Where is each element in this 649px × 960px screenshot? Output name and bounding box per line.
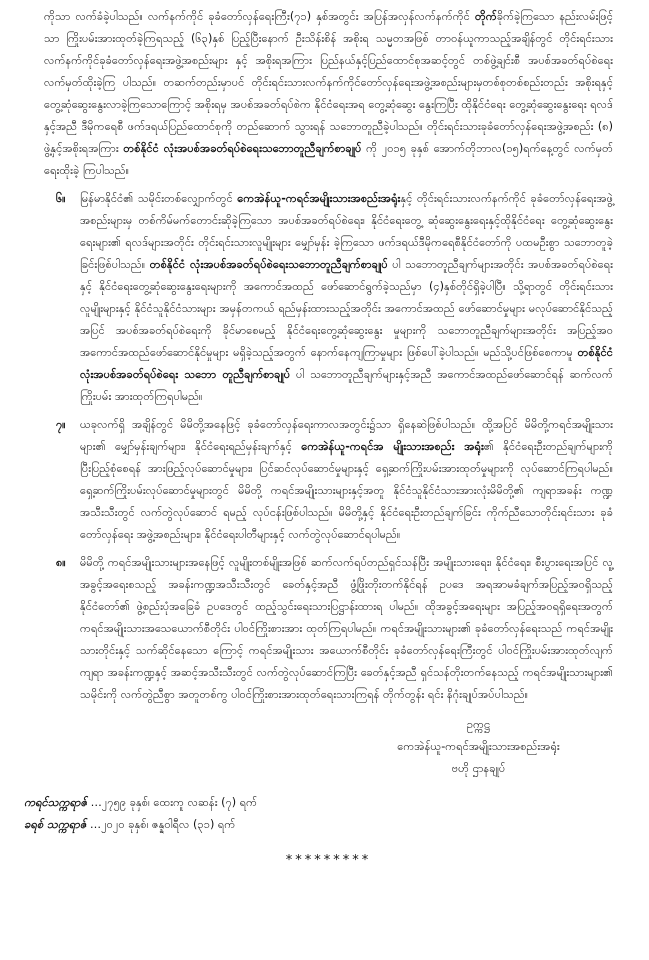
paragraph-number: ၆။	[56, 192, 66, 205]
paragraph-intro: ကိုသာ လက်ခံခဲ့ပါသည်။ လက်နက်ကိုင် ခုခံတော်လှန်ရေးကြီး(၇၁) နှစ်အတွင်း အပြန်အလှန်လက်နက်ကိုင် တိုက်ခိုက်ခဲ့ကြသော နည်းလမ်းဖြင့်သာ ကြိုးပမ်းအားထုတ်ခဲ့ကြရသည့် (၆၃)နှစ် ပြည့်ပြီးနောက် ဦးသိန်းစိန် အစိုးရ သမ္မတအဖြစ် တာဝန်ယူကာသည့်အချိန်တွင် တိုင်းရင်းသား လက်နက်ကိုင်ခုခံတော်လှန်ရေးအဖွဲ့အစည်းများ နှင့် အစိုးရအကြား ပြည်နယ်နှင့်ပြည်ထောင်စုအဆင့်တွင် တစ်ဖွဲ့ချင်းစီ အပစ်အခတ်ရပ်စဲရေးလက်မှတ်ထိုးခဲ့ကြ ပါသည်။ တဆက်တည်းမှာပင် တိုင်းရင်းသားလက်နက်ကိုင်တော်လှန်ရေးအဖွဲ့အစည်းများမှတစ်စုတစ်စည်းတည်း အစိုးရနှင့် တွေ့ဆုံဆွေးနွေးလာခဲ့ကြသောကြောင့် အစိုးရမှ အပစ်အခတ်ရပ်စဲက နိုင်ငံရေးအရ တွေ့ဆုံဆွေး နွေးကြပြီး ထိုနိုင်ငံရေး တွေ့ဆုံဆွေးနွေးရေး ရလဒ်နှင့်အညီ ဒီမိုကရေစီ ဖက်ဒရယ်ပြည်ထောင်စုကို တည်ဆောက် သွားရန် သဘောတူညီခဲ့ပါသည်။ တိုင်းရင်းသားခုခံတော်လှန်ရေးအဖွဲ့အစည်း (၈) ဖွဲ့နှင့်အစိုးရအကြား တစ်နိုင်ငံ လုံးအပစ်အခတ်ရပ်စဲရေးသဘောတူညီချက်စာချုပ် ကို ၂၀၁၅ ခုနှစ် အောက်တိုဘာလ(၁၅)ရက်နေ့တွင် လက်မှတ်ရေးထိုးခဲ့ ကြပါသည်။	[44, 10, 613, 177]
paragraph-7	[44, 414, 613, 546]
paragraph-8	[44, 552, 613, 706]
signature-office: ဗဟို ဌာနချုပ်	[451, 762, 506, 775]
signature-block	[344, 714, 613, 780]
signature-organization: ကေအဲန်ယူ-ကရင်အမျိုးသားအစည်းအရုံး	[397, 740, 560, 753]
dates-block	[24, 792, 613, 836]
paragraph-number: ၈။	[56, 556, 66, 569]
paragraph-number: ၇။	[56, 418, 66, 431]
footer-stars: *********	[285, 853, 372, 868]
karen-date: ကရင်သက္ကရာဇ် …၂၇၅၉ ခုနှစ်၊ ထေးကူ လဆန်း (၇) ရက်	[24, 796, 258, 809]
paragraph-text: ယခုလက်ရှိ အချိန်တွင် မိမိတို့အနေဖြင့် ခုခံတော်လှန်ရေးကာလအတွင်း၌သာ ရှိနေဆဲဖြစ်ပါသည်။ ထို့အပြင် မိမိတို့ကရင်အမျိုးသားများ၏ မျှော်မှန်းချက်များ၊ နိုင်ငံရေးရည်မှန်းချက်နှင့် ကေအဲန်ယူ-ကရင်အ မျိုးသားအစည်း အရုံး၏ နိုင်ငံရေးဦးတည်ချက်များကို ပြီးပြည့်စုံစေရန် အားဖြည့်လုပ်ဆောင်မှုများ၊ ပြင်ဆင်လုပ်ဆောင်မှုများနှင့် ရှေ့ဆက်ကြိုးပမ်းအားထုတ်မှုများကို လုပ်ဆောင်ကြရပါမည်။ ရှေ့ဆက်ကြိုးပမ်းလုပ်ဆောင်မှုများတွင် မိမိတို့ ကရင်အမျိုးသားများနှင့်အတူ နိုင်ငံသူနိုင်ငံသားအားလုံးမိမိတို့၏ ကျရာအခန်း ကဏ္ဍအသီးသီးတွင် လက်တွဲလုပ်ဆောင် ရမည့် လုပ်ငန်းဖြစ်ပါသည်။ မိမိတို့နှင့် နိုင်ငံရေးဦးတည်ချက်ခြင်း ကိုက်ညီသောတိုင်းရင်းသား ခုခံတော်လှန်ရေး အဖွဲ့အစည်းများ၊ နိုင်ငံရေးပါတီများနှင့် လက်တွဲလုပ်ဆောင်ရပါမည်။	[80, 418, 613, 541]
paragraph-text: မိမိတို့ ကရင်အမျိုးသားများအနေဖြင့် လူမျိုးတစ်မျိုးအဖြစ် ဆက်လက်ရပ်တည်ရှင်သန်ပြီး အမျိုးသားရေး၊ နိုင်ငံရေး၊ စီးပွားရေးအပြင် လူ့အခွင့်အရေးစသည့် အခန်းကဏ္ဍအသီးသီးတွင် ခေတ်နှင့်အညီ ဖွံ့ဖြိုးတိုးတက်နိုင်ရန် ဥပဒေ အရအာမခံချက်အပြည့်အဝရှိသည့် နိုင်ငံတော်၏ ဖွဲ့စည်းပုံအခြေခံ ဥပဒေတွင် ထည့်သွင်းရေးသားပြဋ္ဌာန်းထားရ ပါမည်။ ထိုအခွင့်အရေးများ အပြည့်အဝရရှိရေးအတွက် ကရင်အမျိုးသားအသေယောက်စီတိုင်း ပါဝင်ကြိုးစားအား ထုတ်ကြရပါမည်။ ကရင်အမျိုးသားများ၏ ခုခံတော်လှန်ရေးသည် ကရင်အမျိုး သားတိုင်းနှင့် သက်ဆိုင်နေသော ကြောင့် ကရင်အမျိုးသား အယောက်စီတိုင်း ခုခံတော်လှန်ရေးကြီးတွင် ပါဝင်ကြိုးပမ်းအားထုတ်လျက် ကျရာ အခန်းကဏ္ဍနှင့် အဆင့်အသီးသီးတွင် လက်တွဲလုပ်ဆောင်ကြပြီး ခေတ်နှင့်အညီ ရှင်သန်တိုးတက်နေသည့် ကရင်အမျိုးသားများ၏ သမိုင်းကို လက်တွဲညီစွာ အတူတစ်ကွ ပါဝင်ကြိုးစားအားထုတ်ရေးသားကြရန် တိုက်တွန်း ရင်း နိဂုံးချုပ်အပ်ပါသည်။	[80, 556, 613, 701]
signature-title: ဥက္ကဋ္ဌ	[466, 718, 491, 731]
christian-date: ခရစ် သက္ကရာဇ် …၂၀၂၀ ခုနှစ်၊ ဇန္နဝါရီလ (၃၁) ရက်	[24, 818, 236, 831]
paragraph-text: မြန်မာနိုင်ငံ၏ သမိုင်းတစ်လျှောက်တွင် ကေအဲန်ယူ-ကရင်အမျိုးသားအစည်းအရုံးနှင့် တိုင်းရင်းသားလက်နက်ကိုင် ခုခံတော်လှန်ရေးအဖွဲ့အစည်းများမှ တစ်ကိမ်မက်တောင်းဆိုခဲ့ကြသော အပစ်အခတ်ရပ်စဲရေး၊ နိုင်ငံရေးတွေ့ ဆုံဆွေးနွေးရေးနှင့်ထိုနိုင်ငံရေး တွေ့ဆုံဆွေးနွေးရေးများ၏ ရလဒ်များအတိုင်း တိုင်းရင်းသားလူမျိုးများ မျှော်မှန်း ခဲ့ကြသော ဖက်ဒရယ်ဒီမိုကရေစီနိုင်ငံတော်ကို ပထမဦးစွာ သဘောတူခဲ့ခြင်းဖြစ်ပါသည်။ တစ်နိုင်ငံ လုံးအပစ်အခတ်ရပ်စဲရေးသဘောတူညီချက်စာချုပ် ပါ သဘောတူညီချက်များအတိုင်း အပစ်အခတ်ရပ်စဲရေးနှင့် နိုင်ငံရေးတွေ့ဆုံဆွေးနွေးရေးများကို အကောင်အထည် ဖော်ဆောင်ရွက်ခဲ့သည်မှာ (၄)နှစ်တိုင်ရှိခဲ့ပါပြီ။ သို့ရာတွင် တိုင်းရင်းသားလူမျိုးများနှင့် နိုင်ငံသူနိုင်ငံသားများ အမှန်တကယ် ရည်မှန်းထားသည့်အတိုင်း အကောင်အထည် ဖော်ဆောင်မှုများ မလုပ်ဆောင်နိုင်သည့်အပြင် အပစ်အခတ်ရပ်စဲရေးကို ခိုင်မာစေမည့် နိုင်ငံရေးတွေ့ဆုံဆွေးနွေး မှုများကို သဘောတူညီချက်များအတိုင်း အပြည့်အဝ အကောင်အထည်ဖော်ဆောင်နိုင်မှုများ မရှိခဲ့သည့်အတွက် နောက်နေကျကြာမှုများ ဖြစ်ပေါ်ခဲ့ပါသည်။ မည်သို့ပင်ဖြစ်စေကာမူ တစ်နိုင်ငံလုံးအပစ်အခတ်ရပ်စဲရေး သဘော တူညီချက်စာချုပ် ပါ သဘောတူညီချက်များနှင့်အညီ အကောင်အထည်ဖော်ဆောင်ရန် ဆက်လက်ကြိုးပမ်း အားထုတ်ကြရပါမည်။	[80, 192, 614, 403]
paragraph-6	[44, 188, 613, 408]
